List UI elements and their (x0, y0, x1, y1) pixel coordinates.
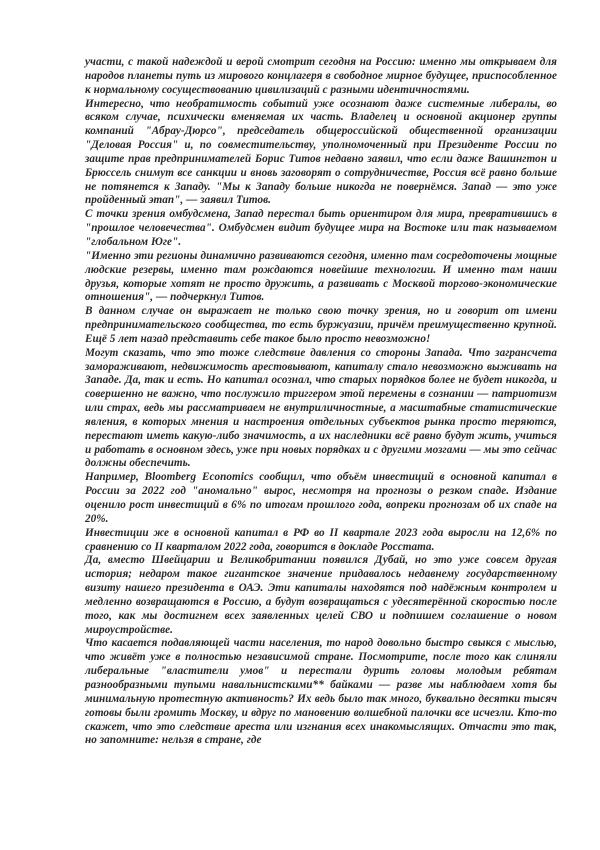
paragraph-hope-for-russia: участи, с такой надеждой и верой смотрит сегодня на Россию: именно мы открываем для народов планеты путь из мирового концлагеря в свободное мирное будущее, приспособленное к нормальному сосуществованию цивилизаций с разными идентичностями. (85, 56, 557, 96)
document-page (85, 56, 557, 748)
paragraph-western-pressure: Могут сказать, что это тоже следствие давления со стороны Запада. Что загрансчета замораживают, недвижимость арестовывают, капиталу стало невозможно выживать на Западе. Да, так и есть. Но капитал осознал, что старых порядков более не будет никогда, и совершенно не важно, что послужило триггером этой перемены в сознании — патриотизм или страх, ведь мы рассматриваем не внутриличностные, а масштабные статистические явления, в которых мнения и настроения отдельных субъектов рынка просто теряются, перестают иметь какую-либо значимость, а их наследники всё равно будут жить, учиться и работать в основном здесь, уже при новых порядках и с другими мозгами — мы это сейчас должны обеспечить. (85, 346, 557, 470)
paragraph-population: Что касается подавляющей части населения, то народ довольно быстро свыкся с мыслью, что живёт уже в полностью независимой стране. Посмотрите, после того как слиняли либеральные "властители умов" и перестали дурить головы молодым ребятам разнообразными тупыми навальнистскими** байками — разве мы наблюдаем хотя бы минимальную протестную активность? Их ведь было так много, буквально десятки тысяч готовы были громить Москву, и вдруг по мановению волшебной палочки все исчезли. Кто-то скажет, что это следствие ареста или изгнания всех инакомыслящих. Отчасти это так, но запомните: нельзя в стране, где (85, 637, 557, 747)
paragraph-bloomberg: Например, Bloomberg Economics сообщил, что объём инвестиций в основной капитал в России за 2022 год "аномально" вырос, несмотря на прогнозы о резком спаде. Издание оценило рост инвестиций в 6% по итогам прошлого года, вопреки прогнозам об их спаде на 20%. (85, 471, 557, 525)
paragraph-business-community: В данном случае он выражает не только свою точку зрения, но и говорит от имени предпринимательского сообщества, то есть буржуазии, причём преимущественно крупной. Ещё 5 лет назад представить себе такое было просто невозможно! (85, 305, 557, 345)
paragraph-liberals-titov: Интересно, что необратимость событий уже осознают даже системные либералы, во всяком случае, психически вменяемая их часть. Владелец и основной акционер группы компаний "Абрау-Дюрсо", председатель общероссийской общественной организации "Деловая Россия" и, по совместительству, уполномоченный при Президенте России по защите прав предпринимателей Борис Титов недавно заявил, что если даже Вашингтон и Брюссель снимут все санкции и вновь заговорят о сотрудничестве, Россия всё равно больше не потянется к Западу. "Мы к Западу больше никогда не повернёмся. Запад — это уже пройденный этап", — заявил Титов. (85, 97, 557, 207)
paragraph-dubai: Да, вместо Швейцарии и Великобритании появился Дубай, но это уже совсем другая история; недаром такое гигантское значение придавалось недавнему государственному визиту нашего президента в ОАЭ. Эти капиталы находятся под надёжным контролем и медленно возвращаются в Россию, а будут возвращаться с удесятерённой скоростью после того, как мы достигнем всех заявленных целей СВО и подпишем соглашение о новом мироустройстве. (85, 554, 557, 636)
paragraph-ombudsman-view: С точки зрения омбудсмена, Запад перестал быть ориентиром для мира, превратившись в "прошлое человечества". Омбудсмен видит будущее мира на Востоке или так называемом "глобальном Юге". (85, 208, 557, 248)
paragraph-rosstat: Инвестиции же в основной капитал в РФ во II квартале 2023 года выросли на 12,6% по сравнению со II кварталом 2022 года, говорится в докладе Росстата. (85, 526, 557, 553)
paragraph-titov-quote: "Именно эти регионы динамично развиваются сегодня, именно там сосредоточены мощные людские резервы, именно там рождаются новейшие технологии. И именно там наши друзья, которые хотят не просто дружить, а развивать с Москвой торгово-экономические отношения", — подчеркнул Титов. (85, 249, 557, 304)
